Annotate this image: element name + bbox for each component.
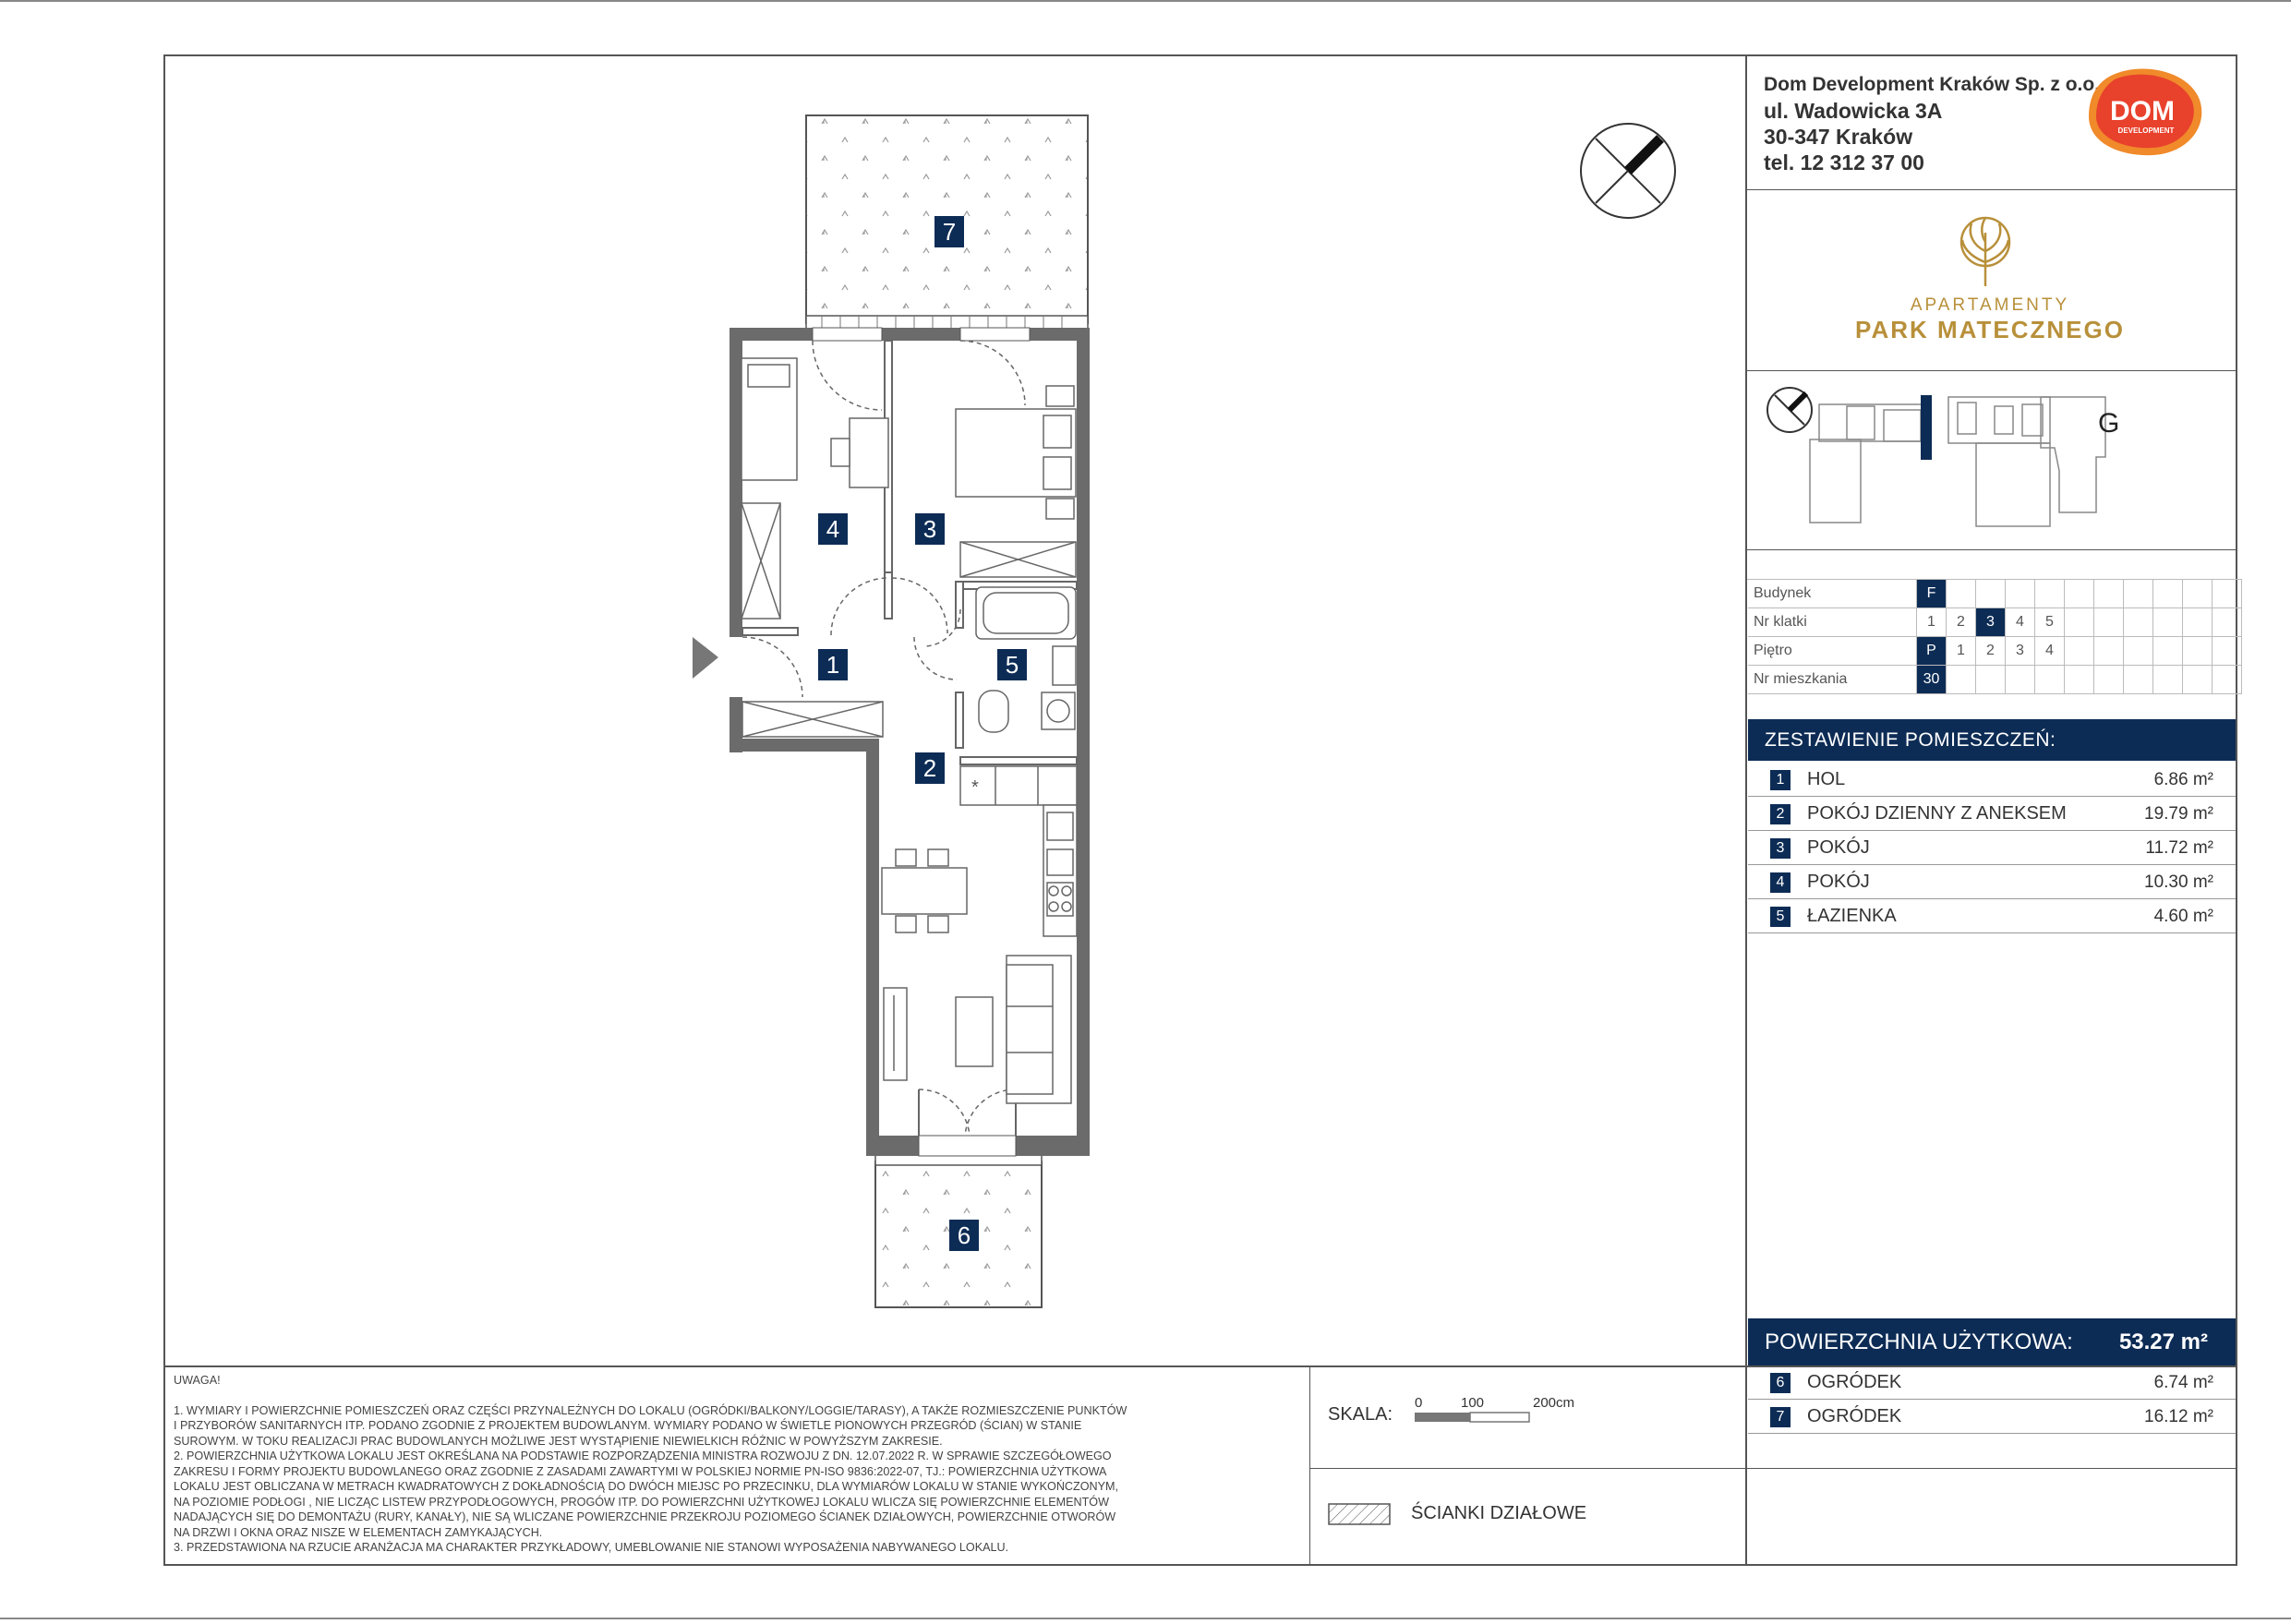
room-number: 3 [1770,838,1791,859]
furniture [742,358,1077,1103]
location-cell: 3 [2006,637,2035,666]
scale-label: SKALA: [1328,1404,1393,1425]
plan-label-1: 1 [818,649,848,680]
room-area: 19.79 m² [2144,804,2213,824]
extra-name: OGRÓDEK [1807,1372,1902,1392]
room-name: POKÓJ DZIENNY Z ANEKSEM [1807,803,2067,824]
note-line: 1. WYMIARY I POWIERZCHNIE POMIESZCZEŃ ORAZ CZĘŚCI PRZYNALEŻNYCH DO LOKALU (OGRÓDKI/BALKONY/LOGGIE/TARASY), A TAKŻE ROZMIESZCZENIE PUNKTÓW [174,1403,1127,1417]
room-name: POKÓJ [1807,872,1870,892]
legend-label: ŚCIANKI DZIAŁOWE [1411,1503,1587,1523]
note-line: LOKALU JEST OBLICZANA W METRACH KWADRATOWYCH Z DOKŁADNOŚCIĄ DO DWÓCH MIEJSC PO PRZECINKU, DLA WYMIARÓW LOKALU W STANIE WYKOŃCZONYM, [174,1480,1119,1493]
location-cell: 4 [2035,637,2065,666]
room-number: 1 [1770,770,1791,790]
note-line: NA POZIOMIE PODŁOGI , NIE LICZĄC LISTEW PRZYPODŁOGOWYCH, PROGÓW ITP. DO POWIERZCHNI UŻYTKOWEJ LOKALU WLICZA SIĘ POWIERZCHNIE ELEMENTÓW [174,1495,1109,1509]
note-line: ZAKRESU I FORMY PROJEKTU BUDOWLANEGO ORAZ ZGODNIE Z ZASADAMI ZAWARTYMI W POLSKIEJ NORMIE PN-ISO 9836:2022-07, TJ.: POWIERZCHNIA UŻYTKOWA [174,1464,1107,1478]
room-area: 6.86 m² [2153,770,2213,789]
rooms-header: ZESTAWIENIE POMIESZCZEŃ: [1748,719,2236,761]
location-cell: 2 [1976,637,2006,666]
room-name: POKÓJ [1807,837,1870,858]
total-label: POWIERZCHNIA UŻYTKOWA: [1765,1329,2073,1354]
location-cell: F [1917,580,1947,608]
company-city: 30-347 Kraków [1764,125,1913,149]
company-name: Dom Development Kraków Sp. z o.o. [1764,74,2101,95]
location-cell: 2 [1947,608,1976,637]
location-row-label: Nr klatki [1748,608,1917,637]
note-line: 3. PRZEDSTAWIONA NA RZUCIE ARANŻACJA MA CHARAKTER PRZYKŁADOWY, UMEBLOWANIE NIE STANOWI WYPOSAŻENIA NABYWANEGO LOKALU. [174,1541,1009,1554]
room-area: 4.60 m² [2153,907,2213,926]
scale-tick-2: 200cm [1533,1395,1575,1411]
total-value: 53.27 m² [2118,1329,2208,1354]
note-line: I PRZYBORÓW SANITARNYCH ITP. PODANO ZGODNIE Z PROJEKTEM BUDOWLANYM. WYMIARY PODANO W ŚWIETLE PIONOWYCH PRZEGRÓD (ŚCIAN) W STANIE [174,1419,1082,1432]
extra-name: OGRÓDEK [1807,1406,1902,1426]
location-cell: 3 [1976,608,2006,637]
room-number: 2 [1770,804,1791,824]
company-street: ul. Wadowicka 3A [1764,99,1943,123]
scale-tick-1: 100 [1461,1395,1485,1411]
plan-label-2: 2 [915,752,945,784]
room-number: 4 [1770,872,1791,893]
room-number: 5 [1770,907,1791,927]
location-cell: 1 [1947,637,1976,666]
room-name: ŁAZIENKA [1807,906,1897,926]
plan-label-5: 5 [997,649,1027,680]
location-row-label: Piętro [1748,637,1917,666]
note-line: NA DRZWI I OKNA ORAZ NISZE W ELEMENTACH ZAMYKAJĄCYCH. [174,1525,543,1539]
plan-label-4: 4 [818,513,848,545]
room-area: 10.30 m² [2144,872,2213,892]
extra-number: 7 [1770,1407,1791,1427]
keyplan-building-letter: G [2098,408,2120,439]
note-heading: UWAGA! [174,1374,221,1387]
svg-text:*: * [971,777,979,798]
scale-tick-0: 0 [1415,1395,1423,1411]
location-cell: 30 [1917,666,1947,694]
room-area: 11.72 m² [2145,838,2213,858]
location-cell: 1 [1917,608,1947,637]
note-line: 2. POWIERZCHNIA UŻYTKOWA LOKALU JEST OKREŚLANA NA PODSTAWIE ROZPORZĄDZENIA MINISTRA ROZWOJU Z DN. 12.07.2022 R. W SPRAWIE SZCZEGÓŁOWEGO [174,1450,1112,1462]
brand-line1: APARTAMENTY [1910,295,2070,315]
location-cell: 5 [2035,608,2065,637]
room-name: HOL [1807,769,1846,789]
plan-label-3: 3 [915,513,945,545]
plan-label-7: 7 [934,216,964,247]
location-cell: 4 [2006,608,2035,637]
brand-line2: PARK MATECZNEGO [1855,316,2125,343]
location-row-label: Budynek [1748,580,1917,608]
location-cell: P [1917,637,1947,666]
entrance-arrow [693,637,718,679]
extra-number: 6 [1770,1373,1791,1393]
logo-sub-text: DEVELOPMENT [2117,126,2175,135]
note-line: SUROWYM. W TOKU REALIZACJI PRAC BUDOWLANYCH MOŻLIWE JEST WYSTĄPIENIE NIEWIELKICH RÓŻNIC W POWYŻSZYM ZAKRESIE. [174,1434,943,1448]
extra-area: 6.74 m² [2153,1373,2213,1392]
company-phone: tel. 12 312 37 00 [1764,150,1924,174]
extra-area: 16.12 m² [2144,1407,2213,1426]
location-row-label: Nr mieszkania [1748,666,1917,694]
logo-main-text: DOM [2110,96,2175,126]
note-line: NADAJĄCYCH SIĘ DO DEMONTAŻU (RURY, KANAŁY), NIE SĄ WLICZANE POWIERZCHNIE PRZEKROJU POZIOMEGO ŚCIANEK DZIAŁOWYCH, POWIERZCHNIE OTWORÓW [174,1510,1116,1523]
plan-label-6: 6 [949,1220,979,1251]
